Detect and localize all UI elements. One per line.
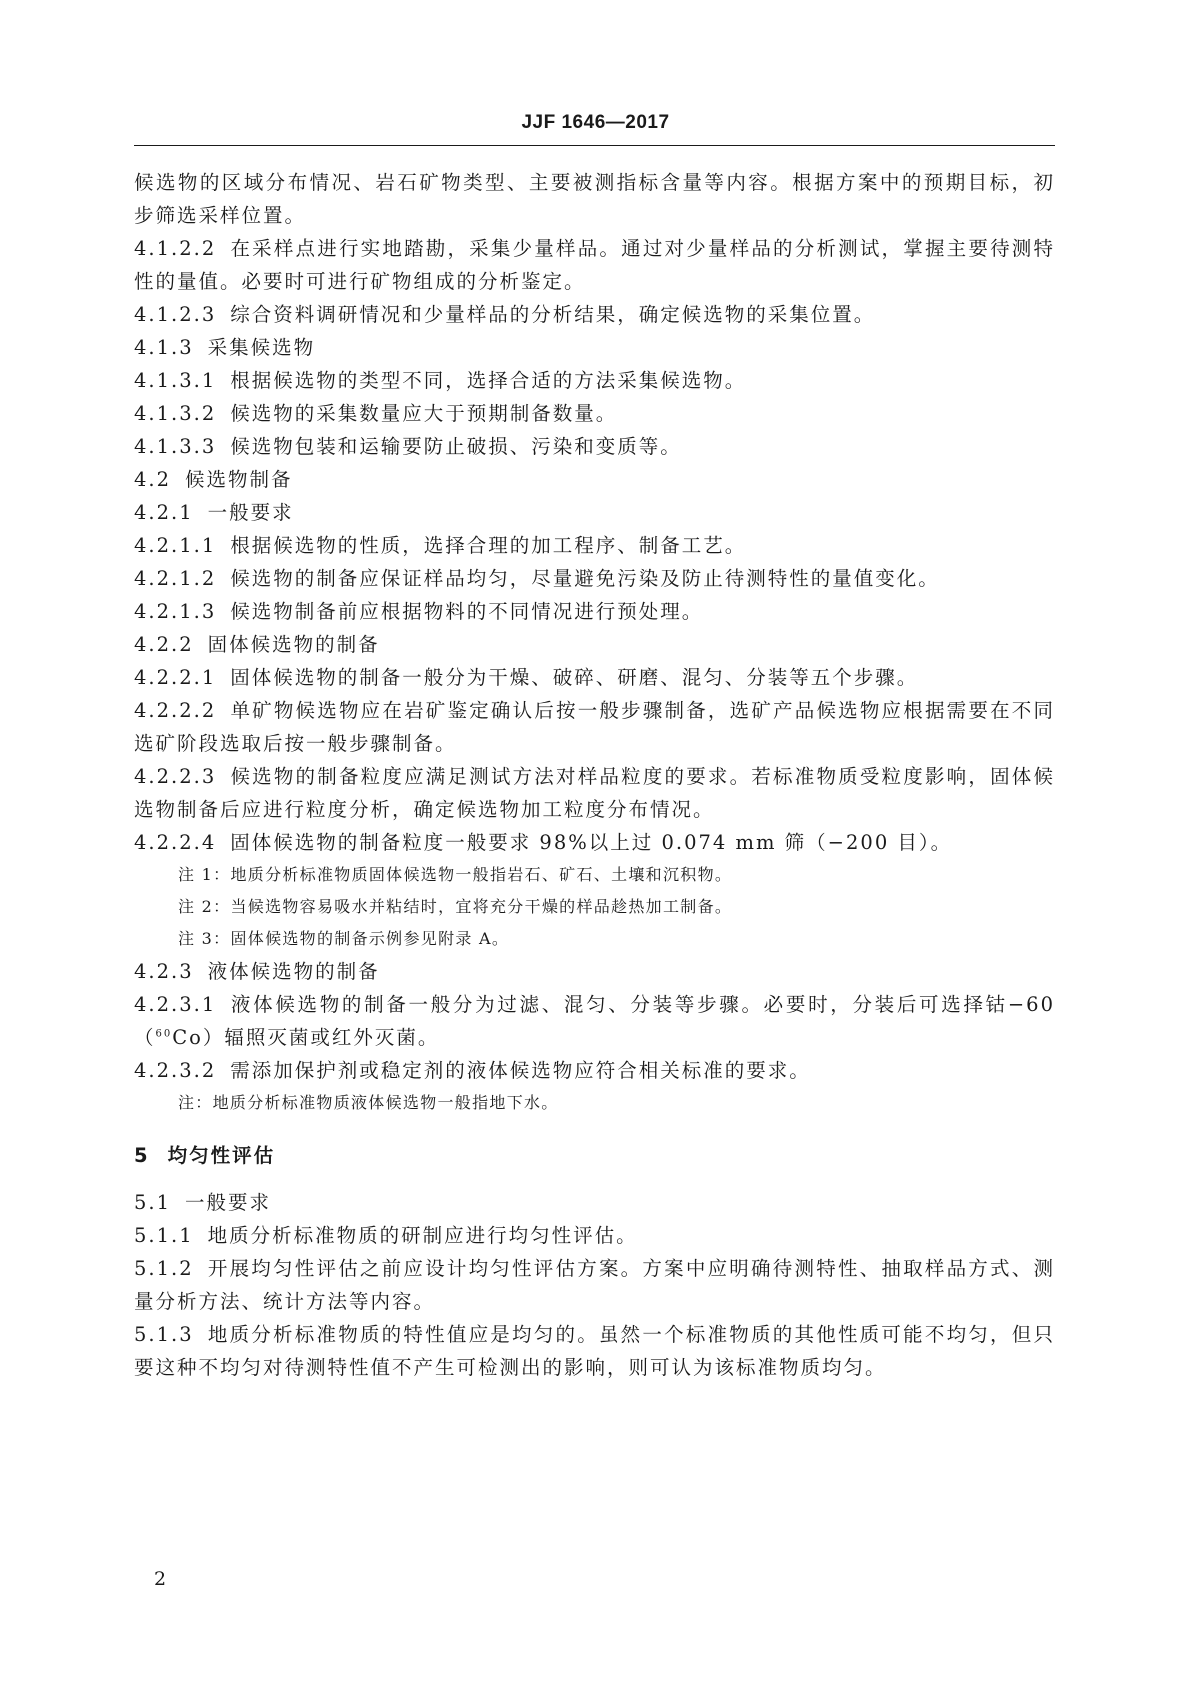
note: 注 1：地质分析标准物质固体候选物一般指岩石、矿石、土壤和沉积物。 — [178, 865, 733, 884]
note: 注：地质分析标准物质液体候选物一般指地下水。 — [178, 1093, 559, 1112]
clause-paragraph — [134, 661, 1055, 694]
clause-number: 4.2.2.1 — [134, 666, 217, 689]
clause-text: 候选物制备 — [185, 468, 293, 491]
section-title: 均匀性评估 — [167, 1144, 276, 1167]
page-number: 2 — [154, 1568, 167, 1590]
clause-paragraph — [134, 1252, 1055, 1318]
clause-number: 4.1.3 — [134, 336, 194, 359]
clause-text: 固体候选物的制备粒度一般要求 98%以上过 0.074 mm 筛（−200 目）。 — [230, 831, 953, 854]
clause-paragraph — [134, 364, 1055, 397]
clause-paragraph — [134, 166, 1055, 232]
section-heading — [134, 1139, 1055, 1172]
clause-text: 液体候选物的制备一般分为过滤、混匀、分装等步骤。必要时，分装后可选择钴−60（ — [134, 993, 1055, 1049]
clause-paragraph — [134, 628, 1055, 661]
clause-text: 候选物的采集数量应大于预期制备数量。 — [230, 402, 618, 425]
clause-text: 开展均匀性评估之前应设计均匀性评估方案。方案中应明确待测特性、抽取样品方式、测量分析方法、统计方法等内容。 — [134, 1257, 1055, 1313]
clause-text: 采集候选物 — [207, 336, 316, 359]
clause-paragraph — [134, 1054, 1055, 1087]
clause-number: 4.2.3.2 — [134, 1059, 217, 1082]
clause-number: 5.1.1 — [134, 1224, 194, 1247]
clause-text: 候选物制备前应根据物料的不同情况进行预处理。 — [230, 600, 704, 623]
clause-number: 4.1.2.2 — [134, 237, 217, 260]
clause-paragraph — [134, 562, 1055, 595]
clause-number: 4.2.1 — [134, 501, 194, 524]
clause-paragraph — [134, 331, 1055, 364]
clause-text: 固体候选物的制备 — [207, 633, 380, 656]
clause-text: 候选物的区域分布情况、岩石矿物类型、主要被测指标含量等内容。根据方案中的预期目标，初步筛选采样位置。 — [134, 171, 1055, 227]
clause-number: 4.1.3.2 — [134, 402, 217, 425]
clause-paragraph — [134, 826, 1055, 859]
clause-text: 综合资料调研情况和少量样品的分析结果，确定候选物的采集位置。 — [230, 303, 876, 326]
header-rule — [134, 145, 1055, 146]
top-paragraphs — [134, 166, 1055, 859]
clause-text: 根据候选物的类型不同，选择合适的方法采集候选物。 — [230, 369, 747, 392]
clause-number: 4.2.3 — [134, 960, 194, 983]
clause-text: 一般要求 — [207, 501, 294, 524]
clause-text: 一般要求 — [185, 1191, 272, 1214]
clause-paragraph — [134, 496, 1055, 529]
clause-text: 候选物的制备应保证样品均匀，尽量避免污染及防止待测特性的量值变化。 — [230, 567, 940, 590]
clause-paragraph — [134, 760, 1055, 826]
section-number: 5 — [134, 1144, 150, 1167]
clause-paragraph — [134, 1219, 1055, 1252]
solid-notes — [134, 859, 1055, 955]
isotope-superscript: 60 — [155, 1028, 173, 1040]
clause-paragraph — [134, 232, 1055, 298]
clause-number: 4.1.3.3 — [134, 435, 217, 458]
clause-text-cont: Co）辐照灭菌或红外灭菌。 — [172, 1026, 440, 1049]
clause-number: 4.1.2.3 — [134, 303, 217, 326]
clause-number: 4.2.2.2 — [134, 699, 217, 722]
note: 注 3：固体候选物的制备示例参见附录 A。 — [178, 929, 510, 948]
clause-text: 固体候选物的制备一般分为干燥、破碎、研磨、混匀、分装等五个步骤。 — [230, 666, 919, 689]
clause-paragraph — [134, 397, 1055, 430]
clause-number: 4.2.1.1 — [134, 534, 217, 557]
clause-paragraph — [134, 298, 1055, 331]
clause-text: 液体候选物的制备 — [207, 960, 380, 983]
clause-text: 需添加保护剂或稳定剂的液体候选物应符合相关标准的要求。 — [230, 1059, 811, 1082]
clause-number: 4.2.2 — [134, 633, 194, 656]
bottom-paragraphs — [134, 1186, 1055, 1384]
clause-text: 地质分析标准物质的特性值应是均匀的。虽然一个标准物质的其他性质可能不均匀，但只要这种不均匀对待测特性值不产生可检测出的影响，则可认为该标准物质均匀。 — [134, 1323, 1055, 1379]
clause-number: 4.2.2.4 — [134, 831, 217, 854]
clause-paragraph — [134, 463, 1055, 496]
document-header: JJF 1646—2017 — [521, 112, 670, 133]
clause-number: 4.2.1.2 — [134, 567, 217, 590]
clause-text: 地质分析标准物质的研制应进行均匀性评估。 — [207, 1224, 638, 1247]
clause-number: 4.2 — [134, 468, 172, 491]
clause-paragraph — [134, 430, 1055, 463]
page-body — [134, 166, 1055, 1384]
clause-paragraph — [134, 529, 1055, 562]
clause-number: 4.1.3.1 — [134, 369, 217, 392]
clause-text: 候选物包装和运输要防止破损、污染和变质等。 — [230, 435, 682, 458]
clause-paragraph — [134, 988, 1055, 1054]
clause-text: 单矿物候选物应在岩矿鉴定确认后按一般步骤制备，选矿产品候选物应根据需要在不同选矿阶段选取后按一般步骤制备。 — [134, 699, 1055, 755]
clause-text: 在采样点进行实地踏勘，采集少量样品。通过对少量样品的分析测试，掌握主要待测特性的量值。必要时可进行矿物组成的分析鉴定。 — [134, 237, 1055, 293]
clause-number: 5.1.2 — [134, 1257, 194, 1280]
clause-number: 5.1.3 — [134, 1323, 194, 1346]
clause-paragraph — [134, 595, 1055, 628]
clause-paragraph — [134, 694, 1055, 760]
clause-number: 4.2.1.3 — [134, 600, 217, 623]
note: 注 2：当候选物容易吸水并粘结时，宜将充分干燥的样品趁热加工制备。 — [178, 897, 733, 916]
clause-heading — [134, 955, 1055, 988]
clause-text: 候选物的制备粒度应满足测试方法对样品粒度的要求。若标准物质受粒度影响，固体候选物制备后应进行粒度分析，确定候选物加工粒度分布情况。 — [134, 765, 1055, 821]
clause-text: 根据候选物的性质，选择合理的加工程序、制备工艺。 — [230, 534, 747, 557]
clause-number: 5.1 — [134, 1191, 172, 1214]
clause-paragraph — [134, 1186, 1055, 1219]
clause-number: 4.2.3.1 — [134, 993, 217, 1016]
clause-paragraph — [134, 1318, 1055, 1384]
clause-number: 4.2.2.3 — [134, 765, 217, 788]
